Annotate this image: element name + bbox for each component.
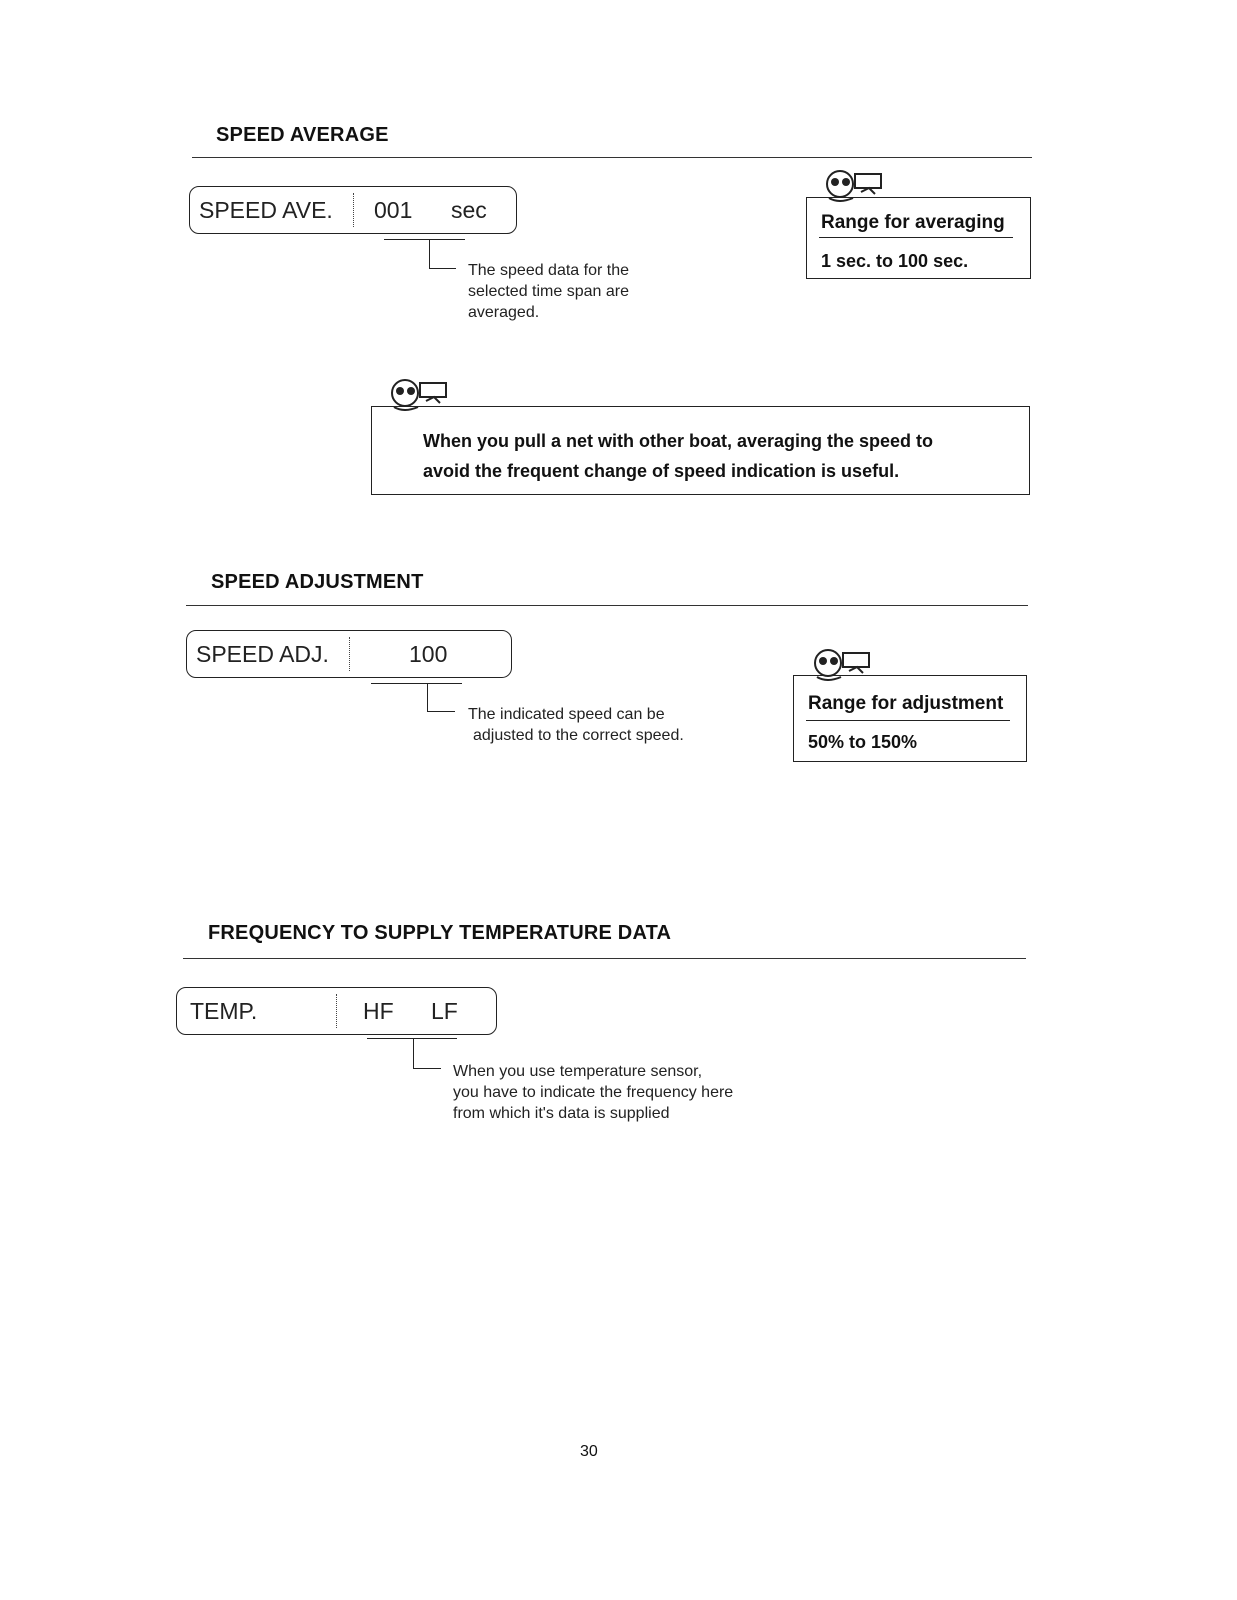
display-separator — [336, 994, 337, 1028]
look-divider — [819, 237, 1013, 238]
tip-text: When you pull a net with other boat, averaging the speed to avoid the frequent change of speed indication is useful. — [423, 431, 934, 481]
display-label: SPEED ADJ. — [196, 641, 329, 667]
look-title: Range for averaging — [821, 212, 1005, 233]
callout-line — [413, 1039, 414, 1069]
value-underline — [371, 683, 462, 684]
look-value: 50% to 150% — [808, 732, 918, 752]
value-underline — [367, 1038, 457, 1039]
speed-ave-note: The speed data for the selected time span are averaged. — [468, 262, 629, 321]
display-separator — [349, 637, 350, 671]
display-unit: sec — [451, 197, 487, 223]
display-separator — [353, 193, 354, 227]
display-value: 100 — [409, 641, 448, 667]
callout-line — [429, 240, 430, 269]
speed-ave-display — [189, 186, 517, 234]
temp-note: When you use temperature sensor, you have to indicate the frequency here from which it's data is supplied — [453, 1063, 734, 1122]
display-label: TEMP. — [190, 998, 258, 1024]
callout-line — [429, 268, 456, 269]
callout-line — [427, 711, 455, 712]
display-option-lf: LF — [431, 998, 458, 1024]
section-heading-speed-adjustment: SPEED ADJUSTMENT — [211, 571, 424, 593]
section-heading-speed-average: SPEED AVERAGE — [216, 124, 389, 146]
callout-line — [427, 684, 428, 712]
temp-display — [176, 987, 497, 1035]
value-underline — [384, 239, 465, 240]
speed-adj-note: The indicated speed can be adjusted to the correct speed. — [468, 706, 684, 744]
look-box-averaging — [806, 197, 1031, 279]
look-divider — [806, 720, 1010, 721]
section-rule — [183, 958, 1026, 959]
section-heading-temperature: FREQUENCY TO SUPPLY TEMPERATURE DATA — [208, 922, 672, 944]
section-rule — [192, 157, 1032, 158]
look-box-adjustment — [793, 675, 1027, 762]
speed-adj-display — [186, 630, 512, 678]
page-number: 30 — [580, 1443, 598, 1460]
section-rule — [186, 605, 1028, 606]
callout-line — [413, 1068, 441, 1069]
display-value: 001 — [374, 197, 413, 223]
display-label: SPEED AVE. — [199, 197, 333, 223]
display-option-hf: HF — [363, 998, 394, 1024]
tip-box — [371, 406, 1030, 495]
look-title: Range for adjustment — [808, 693, 1004, 714]
look-value: 1 sec. to 100 sec. — [821, 251, 969, 271]
